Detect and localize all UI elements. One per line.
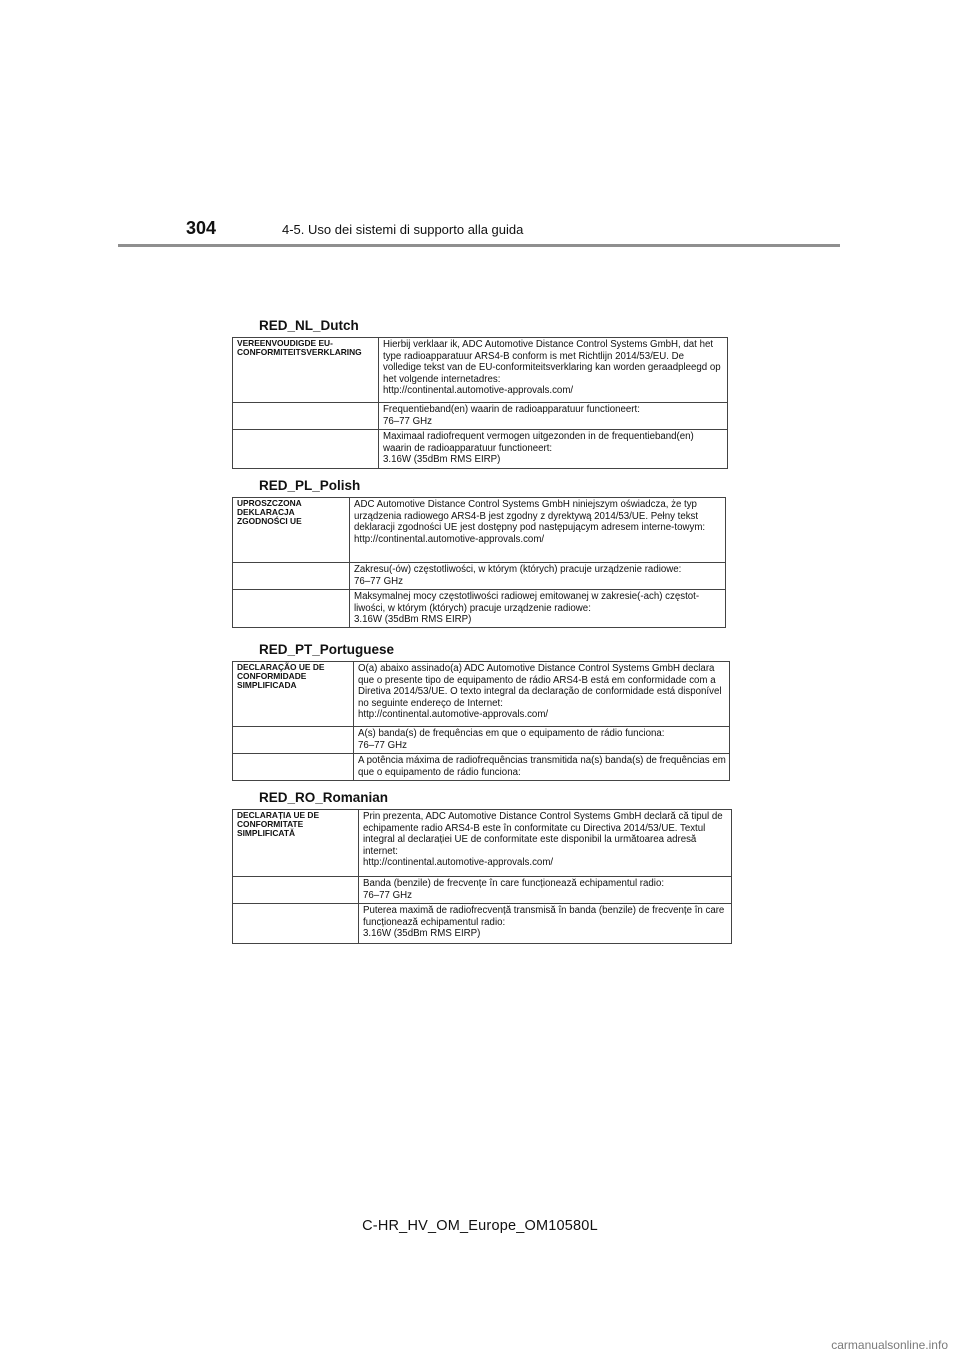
table-row — [233, 430, 728, 469]
table-row — [233, 904, 732, 944]
frequency-band-text: Banda (benzile) de frecvențe în care funcționează echipamentul radio: 76–77 GHz — [359, 877, 732, 904]
table-row — [233, 877, 732, 904]
block-title: RED_PL_Polish — [259, 478, 361, 493]
declaration-text: O(a) abaixo assinado(a) ADC Automotive Distance Control Systems GmbH declara que o presente tipo de equipamento de rádio ARS4-B está em conformidade com a Diretiva 2014/53/UE. O texto integral da declaração de conformidade está disponível no seguinte endereço de Internet: http://continental.automotive-approvals.com/ — [354, 662, 730, 727]
frequency-band-text: Zakresu(-ów) częstotliwości, w którym (których) pracuje urządzenie radiowe: 76–77 GHz — [350, 563, 726, 590]
table-row — [233, 498, 726, 563]
table-row — [233, 662, 730, 727]
empty-cell — [233, 563, 350, 590]
page-number: 304 — [186, 218, 217, 238]
declaration-heading: DECLARAÇÃO UE DE CONFORMIDADE SIMPLIFICADA — [233, 662, 354, 727]
table-row — [233, 727, 730, 754]
empty-cell — [233, 904, 359, 944]
declaration-table — [232, 497, 726, 628]
table-row — [233, 338, 728, 403]
declaration-text: Hierbij verklaar ik, ADC Automotive Distance Control Systems GmbH, dat het type radioapparatuur ARS4-B conform is met Richtlijn 2014/53/EU. De volledige tekst van de EU-conformiteitsverklaring kan worden geraadpleegd op het volgende internetadres: http://continental.automotive-approvals.com/ — [379, 338, 728, 403]
block-title: RED_RO_Romanian — [259, 790, 389, 805]
empty-cell — [233, 430, 379, 469]
empty-cell — [233, 754, 354, 781]
max-power-text: Maximaal radiofrequent vermogen uitgezonden in de frequentieband(en) waarin de radioapparatuur functioneert: 3.16W (35dBm RMS EIRP) — [379, 430, 728, 469]
declaration-heading: UPROSZCZONA DEKLARACJA ZGODNOŚCI UE — [233, 498, 350, 563]
table-row — [233, 810, 732, 877]
table-row — [233, 403, 728, 430]
declaration-table — [232, 661, 730, 781]
declaration-block-polish — [232, 478, 726, 628]
declaration-heading: DECLARAȚIA UE DE CONFORMITATE SIMPLIFICATĂ — [233, 810, 359, 877]
empty-cell — [233, 403, 379, 430]
declaration-text: Prin prezenta, ADC Automotive Distance Control Systems GmbH declară că tipul de echipamente radio ARS4-B este în conformitate cu Directiva 2014/53/UE. Textul integral al declarației UE de conformitate este disponibil la următoarea adresă internet: http://continental.automotive-approvals.com/ — [359, 810, 732, 877]
max-power-text: Puterea maximă de radiofrecvență transmisă în banda (benzile) de frecvențe în care funcționează echipamentul radio: 3.16W (35dBm RMS EIRP) — [359, 904, 732, 944]
block-title: RED_NL_Dutch — [259, 318, 359, 333]
declaration-block-romanian — [232, 790, 732, 944]
max-power-text: A potência máxima de radiofrequências transmitida na(s) banda(s) de frequências em que o equipamento de rádio funciona: — [354, 754, 730, 781]
max-power-text: Maksymalnej mocy częstotliwości radiowej emitowanej w zakresie(-ach) częstot-liwości, w którym (których) pracuje urządzenie radiowe: 3.16W (35dBm RMS EIRP) — [350, 590, 726, 628]
table-row — [233, 590, 726, 628]
section-title: 4-5. Uso dei sistemi di supporto alla guida — [282, 222, 524, 237]
declaration-table — [232, 809, 732, 944]
declaration-table — [232, 337, 728, 469]
header-divider — [118, 244, 840, 247]
declaration-block-dutch — [232, 318, 728, 469]
empty-cell — [233, 727, 354, 754]
block-title: RED_PT_Portuguese — [259, 642, 395, 657]
document-code: C-HR_HV_OM_Europe_OM10580L — [362, 1218, 598, 1234]
frequency-band-text: A(s) banda(s) de frequências em que o equipamento de rádio funciona: 76–77 GHz — [354, 727, 730, 754]
declaration-heading: VEREENVOUDIGDE EU-CONFORMITEITSVERKLARING — [233, 338, 379, 403]
frequency-band-text: Frequentieband(en) waarin de radioapparatuur functioneert: 76–77 GHz — [379, 403, 728, 430]
declaration-block-portuguese — [232, 642, 730, 781]
empty-cell — [233, 877, 359, 904]
table-row — [233, 563, 726, 590]
site-watermark: carmanualsonline.info — [831, 1338, 948, 1352]
declaration-text: ADC Automotive Distance Control Systems GmbH niniejszym oświadcza, że typ urządzenia radiowego ARS4-B jest zgodny z dyrektywą 2014/53/UE. Pełny tekst deklaracji zgodności UE jest dostępny pod następującym adresem interne-towym: http://continental.automotive-approvals.com/ — [350, 498, 726, 563]
empty-cell — [233, 590, 350, 628]
table-row — [233, 754, 730, 781]
